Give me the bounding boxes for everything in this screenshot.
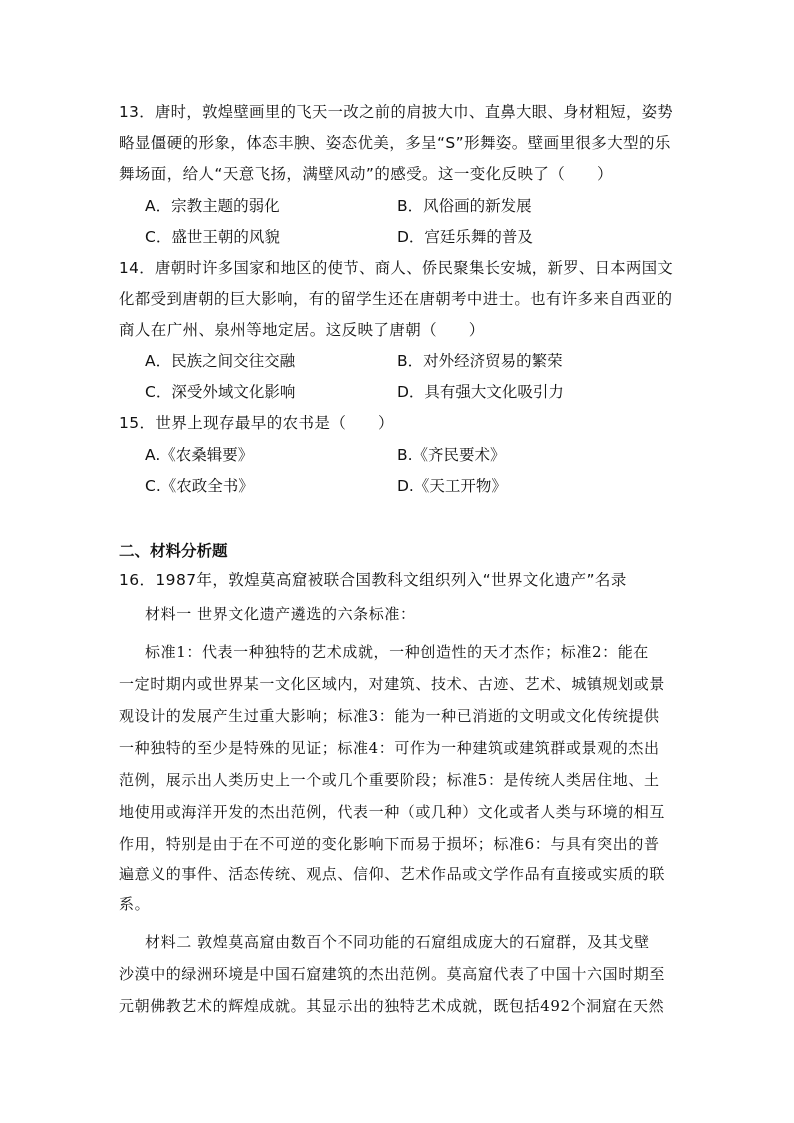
material1-line-5: 范例，展示出人类历史上一个或几个重要阶段；标准5：是传统人类居住地、土 [119,771,660,789]
q15-stem-line-1: 15．世界上现存最早的农书是（ ） [119,414,394,432]
material2-line-1: 材料二 敦煌莫高窟由数百个不同功能的石窟组成庞大的石窟群，及其戈壁 [145,933,650,951]
material1-line-6: 地使用或海洋开发的杰出范例，代表一种（或几种）文化或者人类与环境的相互 [119,803,666,821]
q14-option-b: B．对外经济贸易的繁荣 [397,352,563,370]
q13-option-a: A．宗教主题的弱化 [145,197,280,215]
material2-line-3: 元朝佛教艺术的辉煌成就。其显示出的独特艺术成就，既包括492个洞窟在天然 [119,997,665,1015]
q15-option-d: D.《天工开物》 [397,477,507,495]
material1-line-7: 作用，特别是由于在不可逆的变化影响下而易于损坏；标准6：与具有突出的普 [119,835,660,853]
material1-line-1: 标准1：代表一种独特的艺术成就，一种创造性的天才杰作；标准2：能在 [145,643,649,661]
q15-option-b: B.《齐民要术》 [397,446,506,464]
q14-option-c: C．深受外域文化影响 [145,383,296,401]
material1-line-2: 一定时期内或世界某一文化区域内，对建筑、技术、古迹、艺术、城镇规划或景 [119,675,666,693]
q15-option-a: A.《农桑辑要》 [145,446,254,464]
q14-stem-line-1: 14．唐朝时许多国家和地区的使节、商人、侨民聚集长安城，新罗、日本两国文 [119,259,674,277]
q13-stem-line-1: 13．唐时，敦煌壁画里的飞天一改之前的肩披大巾、直鼻大眼、身材粗短，姿势 [119,103,674,121]
q16-stem: 16．1987年，敦煌莫高窟被联合国教科文组织列入“世界文化遗产”名录 [119,571,627,589]
q13-option-c: C．盛世王朝的风貌 [145,228,280,246]
q15-option-c: C.《农政全书》 [145,477,254,495]
material1-line-8: 遍意义的事件、活态传统、观点、信仰、艺术作品或文学作品有直接或实质的联 [119,865,666,883]
material1-line-4: 一种独特的至少是特殊的见证；标准4：可作为一种建筑或建筑群或景观的杰出 [119,739,660,757]
q13-option-b: B．风俗画的新发展 [397,197,532,215]
q13-stem-line-2: 略显僵硬的形象，体态丰腴、姿态优美，多呈“S”形舞姿。壁画里很多大型的乐 [119,134,671,152]
q13-option-d: D．宫廷乐舞的普及 [397,228,533,246]
material1-title: 材料一 世界文化遗产遴选的六条标准： [145,605,416,623]
material1-line-9: 系。 [119,895,151,913]
material1-line-3: 观设计的发展产生过重大影响；标准3：能为一种已消逝的文明或文化传统提供 [119,707,660,725]
q14-option-a: A．民族之间交往交融 [145,352,296,370]
q13-stem-line-3: 舞场面，给人“天意飞扬，满壁风动”的感受。这一变化反映了（ ） [119,165,613,183]
q14-stem-line-2: 化都受到唐朝的巨大影响，有的留学生还在唐朝考中进士。也有许多来自西亚的 [119,290,673,308]
q14-option-d: D．具有强大文化吸引力 [397,383,564,401]
q14-stem-line-3: 商人在广州、泉州等地定居。这反映了唐朝（ ） [119,321,485,339]
section-title: 二、材料分析题 [119,542,228,560]
material2-line-2: 沙漠中的绿洲环境是中国石窟建筑的杰出范例。莫高窟代表了中国十六国时期至 [119,965,666,983]
